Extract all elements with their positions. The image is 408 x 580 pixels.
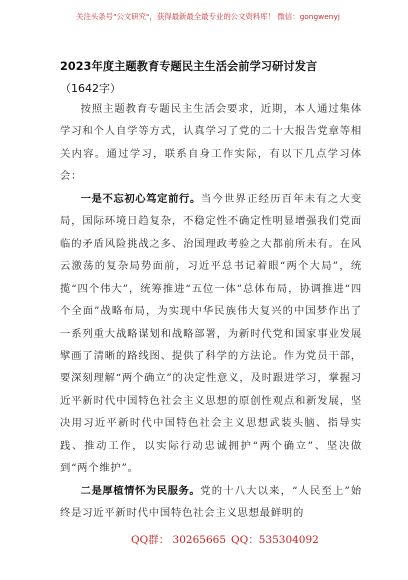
watermark-banner: 关注头条号"公文研究"，获得最新最全最专业的公文资料库！ 微信：gongwenyj [76, 12, 340, 21]
document-title: 2023年度主题教育专题民主生活会前学习研讨发言 [60, 60, 318, 73]
paragraph-text: 按照主题教育专题民主生活会要求，近期，本人通过集体学习和个人自学等方式，认真学习了党的二十大报告党章等相关内容。通过学习，联系自身工作实际，有以下几点学习体会： [60, 103, 362, 183]
qq-group-number: QQ群： 30265665 [131, 534, 226, 546]
paragraph-text: 当今世界正经历百年未有之大变局，国际环境日趋复杂，不稳定性不确定性明显增强我们党面临的矛盾风险挑战之多、治国理政考验之大都前所未有。在风云激荡的复杂局势面前，习近平总书记着眼“两个大局”，统揽“四个伟大”，统筹推进“五位一体”总体布局，协调推进“四个全面”战略布局，为实现中华民族伟大复兴的中国梦作出了一系列重大战略谋划和战略部署，为新时代党和国家事业发展擘画了清晰的路线图、提供了科学的方法论。作为党员干部，要深刻理解“两个确立”的决定性意义，及时跟进学习，掌握习近平新时代中国特色社会主义思想的原创性观点和新发展，坚决用习近平新时代中国特色社会主义思想武装头脑、指导实践、推动工作，以实际行动忠诚拥护“两个确立”、坚决做到“两个维护”。 [60, 192, 363, 475]
section-heading: 一是不忘初心笃定前行。 [80, 192, 201, 205]
word-count: （1642字） [60, 82, 121, 95]
paragraph-point-one [60, 188, 362, 480]
paragraph-text: 党的十八大以来，“人民至上”始终是习近平新时代中国特色社会主义思想最鲜明的 [60, 484, 362, 520]
paragraph-point-two [60, 480, 362, 525]
document-body [60, 98, 362, 525]
paragraph-intro [60, 98, 362, 188]
qq-number: QQ：535304092 [231, 534, 319, 546]
section-heading: 二是厚植情怀为民服务。 [80, 484, 201, 497]
